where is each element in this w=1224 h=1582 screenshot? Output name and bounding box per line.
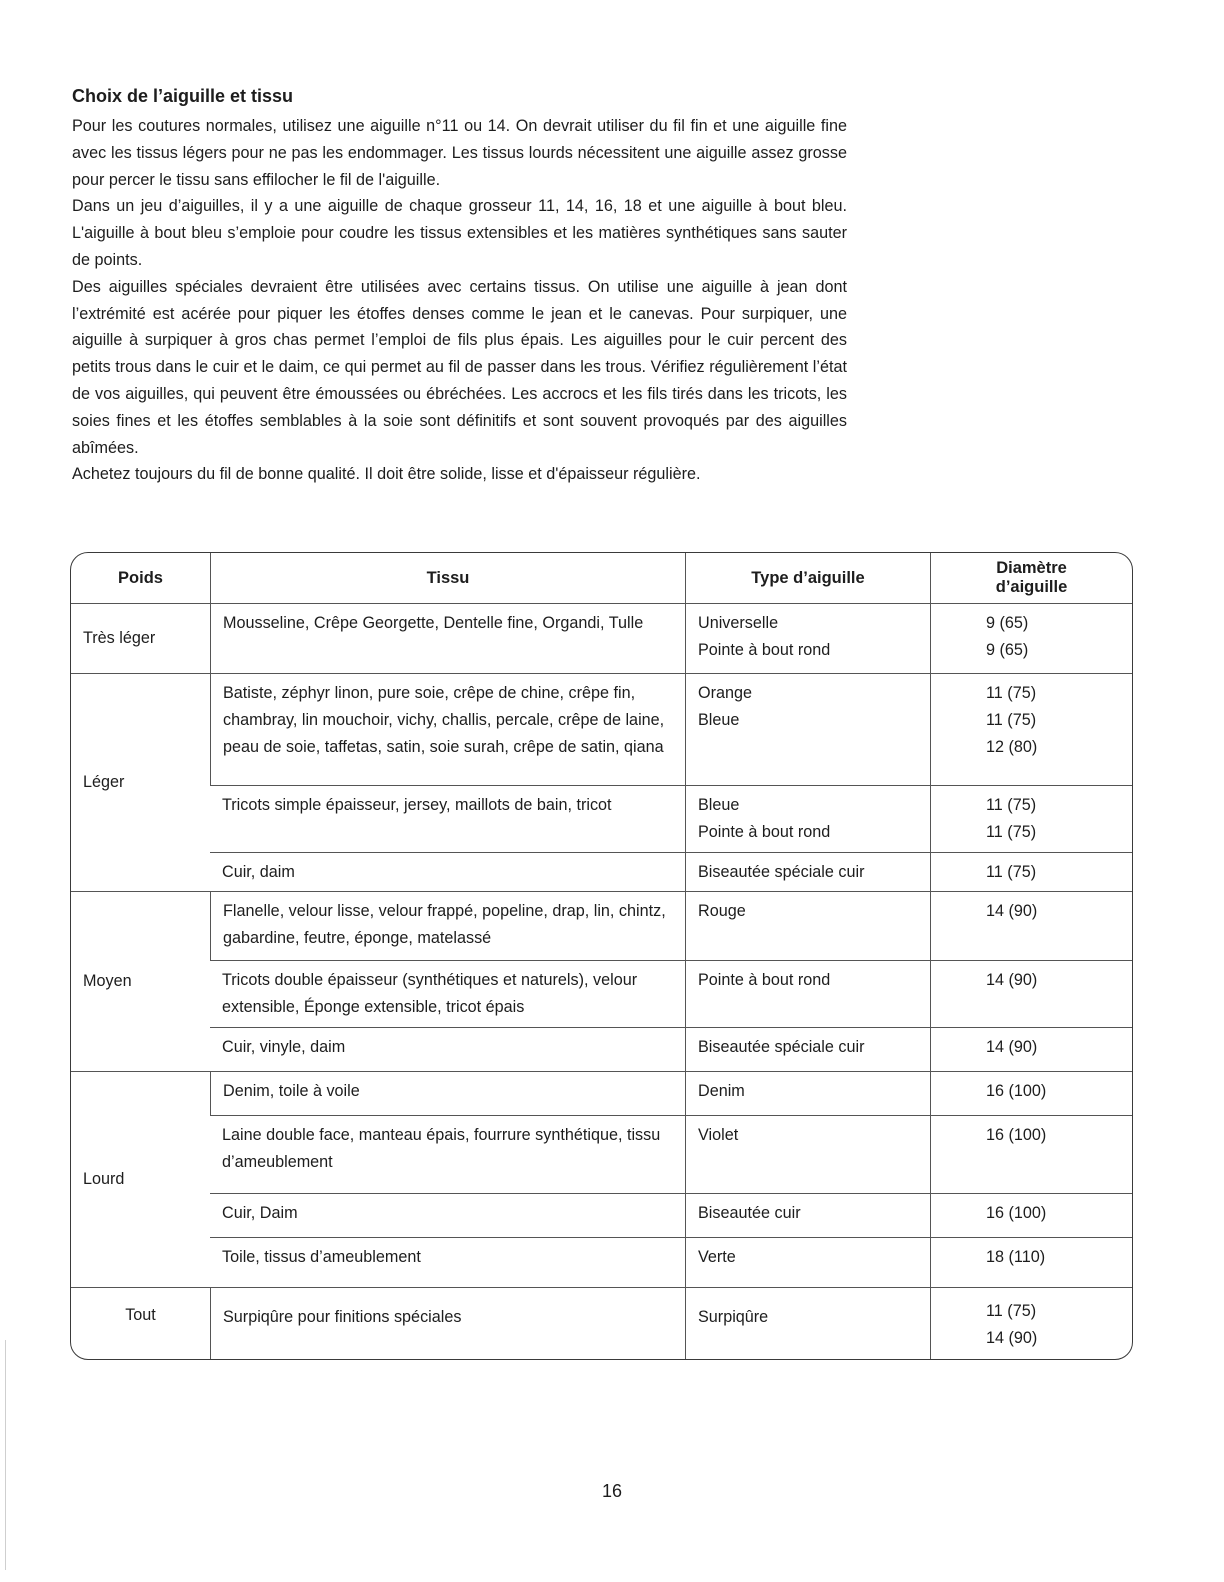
diametre-cell xyxy=(930,603,1132,673)
type-cell xyxy=(685,1287,930,1359)
type-cell xyxy=(685,1027,930,1071)
tissu-cell: Mousseline, Crêpe Georgette, Dentelle fine, Organdi, Tulle xyxy=(210,603,685,673)
table-row xyxy=(71,891,1132,960)
diametre-value: 9 (65) xyxy=(986,640,1029,659)
diametre-value: 16 (100) xyxy=(986,1203,1047,1222)
poids-cell: Tout xyxy=(71,1287,210,1359)
header-diametre xyxy=(930,553,1132,603)
paragraph-thread-quality: Achetez toujours du fil de bonne qualité. Il doit être solide, lisse et d'épaisseur régulière. xyxy=(72,465,701,484)
tissu-cell: Cuir, daim xyxy=(210,852,685,892)
diametre-cell xyxy=(930,891,1132,960)
header-tissu: Tissu xyxy=(210,553,685,603)
type-cell xyxy=(685,891,930,960)
page-number: 16 xyxy=(601,1481,623,1501)
diametre-cell xyxy=(930,1027,1132,1071)
tissu-cell: Tricots simple épaisseur, jersey, maillots de bain, tricot xyxy=(210,785,685,852)
type-cell xyxy=(685,1071,930,1115)
tissu-cell: Tricots double épaisseur (synthétiques et naturels), velour extensible, Éponge extensible, tricot épais xyxy=(210,960,685,1027)
needle-fabric-table xyxy=(70,552,1133,1360)
table-row xyxy=(71,852,1132,892)
type-value: Bleue xyxy=(698,796,740,814)
diametre-cell xyxy=(930,960,1132,1027)
table-row xyxy=(71,1071,1132,1115)
diametre-value: 9 (65) xyxy=(986,614,1029,632)
diametre-cell xyxy=(930,1237,1132,1287)
type-value: Universelle xyxy=(698,614,779,632)
table-row xyxy=(71,1115,1132,1193)
table-row xyxy=(71,1237,1132,1287)
paragraph-special-needles: Des aiguilles spéciales devraient être utilisées avec certains tissus. On utilise une aiguille à jean dont l’extrémité est acérée pour piquer les étoffes denses comme le jean et le canevas. Pour surpiquer, une aiguille à surpiquer à gros chas permet l’emploi de fils plus épais. Les aiguilles pour le cuir percent des petits trous dans le cuir et le daim, ce qui permet au fil de passer dans les trous. Vérifiez régulièrement l’état de vos aiguilles, qui peuvent être émoussées ou ébréchées. Les accrocs et les fils tirés dans les tricots, les soies fines et les étoffes semblables à la soie sont définitifs et sont souvent provoqués par des aiguilles abîmées. xyxy=(72,277,847,457)
type-cell xyxy=(685,785,930,852)
table-row xyxy=(71,785,1132,852)
diametre-value: 12 (80) xyxy=(986,737,1038,756)
diametre-value: 14 (90) xyxy=(986,1037,1038,1056)
paragraph-needle-set: Dans un jeu d’aiguilles, il y a une aiguille de chaque grosseur 11, 14, 16, 18 et une aiguille à bout bleu. L'aiguille à bout bleu s’emploie pour coudre les tissus extensibles et les matières synthétiques sans sauter de points. xyxy=(72,197,847,269)
table-row xyxy=(71,1027,1132,1071)
table-row xyxy=(71,960,1132,1027)
header-type-aiguille: Type d’aiguille xyxy=(685,553,930,603)
diametre-cell xyxy=(930,1071,1132,1115)
type-value: Surpiqûre xyxy=(698,1307,769,1326)
diametre-value: 11 (75) xyxy=(986,796,1037,814)
diametre-value: 18 (110) xyxy=(986,1247,1046,1266)
type-value: Biseautée cuir xyxy=(698,1203,801,1222)
diametre-value: 11 (75) xyxy=(986,822,1037,841)
header-poids: Poids xyxy=(118,568,163,587)
diametre-value: 16 (100) xyxy=(986,1081,1047,1100)
type-value: Biseautée spéciale cuir xyxy=(698,862,865,881)
type-value: Denim xyxy=(698,1081,745,1100)
tissu-cell: Toile, tissus d’ameublement xyxy=(210,1237,685,1287)
type-cell xyxy=(685,1193,930,1237)
intro-text xyxy=(72,113,847,488)
section-title: Choix de l’aiguille et tissu xyxy=(72,86,294,106)
type-value: Verte xyxy=(698,1247,736,1266)
type-cell xyxy=(685,852,930,892)
tissu-cell: Cuir, vinyle, daim xyxy=(210,1027,685,1071)
type-cell xyxy=(685,673,930,785)
type-value: Violet xyxy=(698,1125,739,1144)
type-value: Orange xyxy=(698,684,752,702)
table-header-row xyxy=(71,553,1132,603)
diametre-value: 14 (90) xyxy=(986,1328,1038,1347)
type-cell xyxy=(685,603,930,673)
type-value: Pointe à bout rond xyxy=(698,971,831,990)
diametre-value: 16 (100) xyxy=(986,1125,1047,1144)
diametre-cell xyxy=(930,1115,1132,1193)
diametre-value: 14 (90) xyxy=(986,971,1038,990)
type-value: Pointe à bout rond xyxy=(698,640,831,659)
type-value: Biseautée spéciale cuir xyxy=(698,1037,865,1056)
paragraph-needle-choice: Pour les coutures normales, utilisez une aiguille n°11 ou 14. On devrait utiliser du fil fin et une aiguille fine avec les tissus légers pour ne pas les endommager. Les tissus lourds nécessitent une aiguille assez grosse pour percer le tissu sans effilocher le fil de l'aiguille. xyxy=(72,117,847,189)
type-value: Bleue xyxy=(698,710,740,729)
header-diametre-line1: Diamètre xyxy=(996,559,1067,577)
poids-cell: Très léger xyxy=(71,603,210,673)
diametre-cell xyxy=(930,1287,1132,1359)
tissu-cell: Denim, toile à voile xyxy=(210,1071,685,1115)
table-row xyxy=(71,673,1132,785)
diametre-value: 11 (75) xyxy=(986,1301,1037,1320)
poids-cell: Moyen xyxy=(71,891,210,1071)
diametre-value: 11 (75) xyxy=(986,684,1037,702)
diametre-value: 14 (90) xyxy=(986,902,1038,921)
table-row xyxy=(71,603,1132,673)
type-cell xyxy=(685,1237,930,1287)
table-row xyxy=(71,1287,1132,1359)
diametre-cell xyxy=(930,852,1132,892)
type-cell xyxy=(685,1115,930,1193)
diametre-cell xyxy=(930,785,1132,852)
diametre-value: 11 (75) xyxy=(986,710,1037,729)
type-value: Rouge xyxy=(698,902,746,921)
type-cell xyxy=(685,960,930,1027)
scan-edge-line xyxy=(5,1340,6,1570)
tissu-cell: Flanelle, velour lisse, velour frappé, popeline, drap, lin, chintz, gabardine, feutre, éponge, matelassé xyxy=(210,891,685,960)
poids-cell: Léger xyxy=(71,673,210,891)
tissu-cell: Laine double face, manteau épais, fourrure synthétique, tissu d’ameublement xyxy=(210,1115,685,1193)
diametre-cell xyxy=(930,673,1132,785)
header-diametre-line2: d’aiguille xyxy=(995,578,1068,596)
tissu-cell: Batiste, zéphyr linon, pure soie, crêpe de chine, crêpe fin, chambray, lin mouchoir, vichy, challis, percale, crêpe de laine, peau de soie, taffetas, satin, soie surah, crêpe de satin, qiana xyxy=(210,673,685,785)
tissu-cell: Surpiqûre pour finitions spéciales xyxy=(210,1287,685,1359)
diametre-value: 11 (75) xyxy=(986,862,1037,881)
poids-cell: Lourd xyxy=(71,1071,210,1287)
table-row xyxy=(71,1193,1132,1237)
tissu-cell: Cuir, Daim xyxy=(210,1193,685,1237)
diametre-cell xyxy=(930,1193,1132,1237)
type-value: Pointe à bout rond xyxy=(698,822,831,841)
